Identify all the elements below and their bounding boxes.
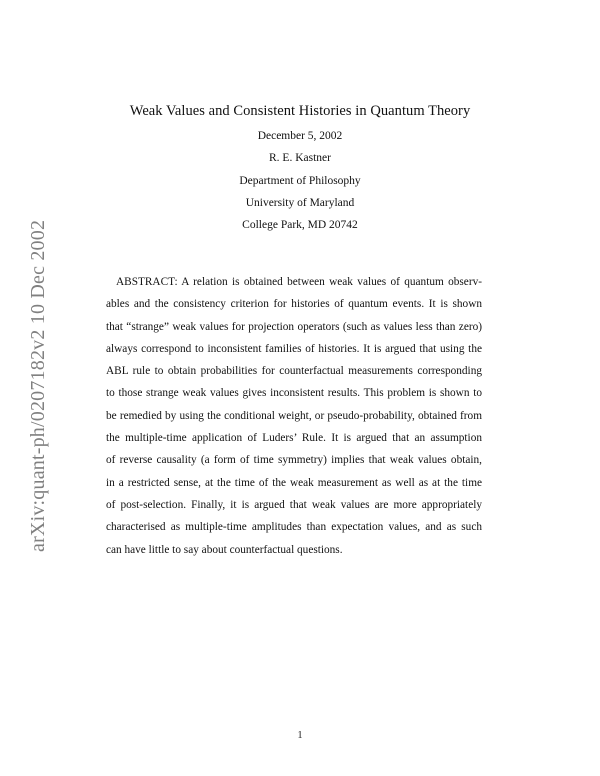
- abstract-line: of reverse causality (a form of time symmetry) implies that weak values obtain,: [106, 454, 482, 467]
- abstract-line: ABL rule to obtain probabilities for counterfactual measurements corresponding: [106, 365, 482, 378]
- page-number: 1: [297, 730, 303, 741]
- paper-author: R. E. Kastner: [269, 152, 331, 164]
- abstract-line: in a restricted sense, at the time of the weak measurement as well as at the time: [106, 476, 482, 489]
- abstract-line: ables and the consistency criterion for histories of quantum events. It is shown: [106, 298, 482, 311]
- abstract-line: to those strange weak values gives inconsistent results. This problem is shown to: [106, 387, 482, 400]
- paper-date: December 5, 2002: [257, 130, 343, 142]
- abstract-line: ABSTRACT: A relation is obtained between weak values of quantum observ-: [116, 276, 482, 288]
- abstract-line: can have little to say about counterfactual questions.: [106, 543, 343, 556]
- abstract-line: of post-selection. Finally, it is argued that weak values are more appropriately: [106, 498, 482, 511]
- arxiv-identifier-stamp: arXiv:quant-ph/0207182v2 10 Dec 2002: [27, 219, 49, 552]
- author-university: University of Maryland: [245, 197, 355, 209]
- abstract-line: that “strange” weak values for projection operators (such as values less than zero): [106, 320, 482, 333]
- abstract-line: always correspond to inconsistent families of histories. It is argued that using the: [106, 342, 482, 355]
- abstract-line: characterised as multiple-time amplitudes than expectation values, and as such: [106, 521, 482, 534]
- abstract-line: the multiple-time application of Luders’ Rule. It is argued that an assumption: [106, 432, 482, 445]
- author-location: College Park, MD 20742: [242, 219, 358, 231]
- abstract: [106, 271, 482, 561]
- author-department: Department of Philosophy: [239, 175, 361, 187]
- paper-title: Weak Values and Consistent Histories in Quantum Theory: [129, 103, 471, 119]
- abstract-line: be remedied by using the conditional weight, or pseudo-probability, obtained from: [106, 409, 482, 422]
